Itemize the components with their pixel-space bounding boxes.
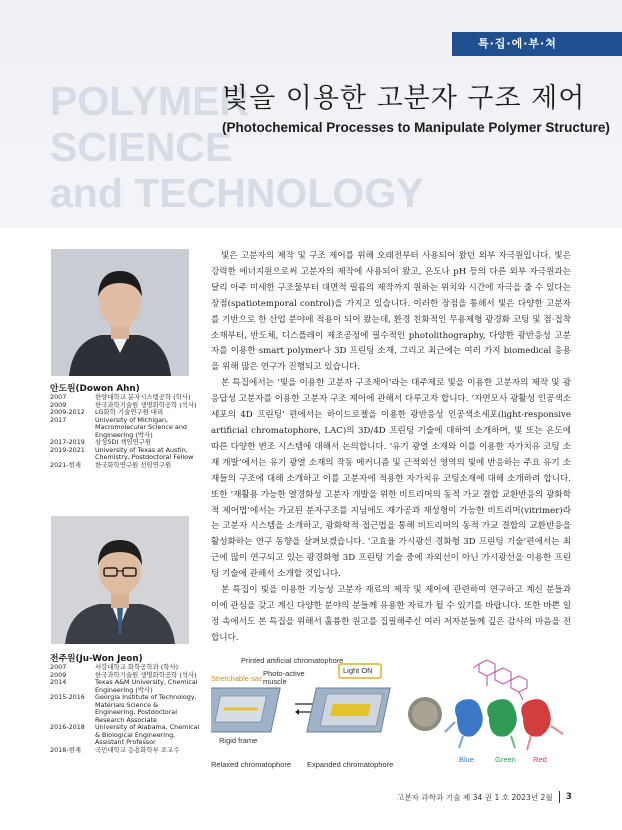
section-tag: 특·집·에·부·쳐 [452, 32, 622, 56]
cv-year: 2017 [50, 415, 67, 424]
body-paragraph: 빛은 고분자의 제작 및 구조 제어를 위해 오래전부터 사용되어 왔던 외부 자극원입니다. 빛은 강력한 에너지원으로써 고분자의 제작에 사용되어 왔고, 온도나 pH 등의 다른 외부 자극원과는 달리 아주 미세한 구조물부터 대면적 필름의 제작까지 원하는 위치와 시간에 자극을 줄 수 있다는 장점(spatiotemporal control)을 가지고 있습니다. 이러한 장점을 통해서 빛은 다양한 고분자를 기반으로 한 산업 분야에 적용이 되어 왔는데, 환경 친화적인 무용제형 광경화 코팅 및 점·접착 소재부터, 반도체, 디스플레이 제조공정에 필수적인 photolithography, 다양한 광반응성 고분자를 이용한 smart polymer나 3D 프린팅 소재, 그리고 최근에는 여러 가지 biomedical 응용을 위해 많은 연구가 진행되고 있습니다. [211, 251, 571, 373]
author-photo-jeon [51, 516, 189, 644]
cv-description: University of Texas at Austin, Chemistry, Postdoctoral Fellow [95, 445, 194, 461]
cv-description: University of Michigan, Macromolecular Science and Engineering (박사) [95, 415, 187, 439]
cv-entry [50, 462, 200, 470]
body-paragraph: 본 특집이 빛을 이용한 기능성 고분자 재료의 제작 및 제어에 관련하여 연구하고 계신 분들과 이에 관심을 갖고 계신 다양한 분야의 분들께 유용한 자료가 될 수 있기를 바랍니다. 또한 바쁜 일정 속에서도 본 특집을 위해서 훌륭한 원고를 집필해주신 여러 저자분들께 깊은 감사의 마음을 전합니다. [211, 585, 571, 643]
figure-label-green: Green [495, 755, 516, 764]
cv-year: 2015-2016 [50, 693, 85, 701]
cv-description: 한양대학교 분자시스템공학 (학사) [95, 393, 191, 401]
article-body [211, 249, 571, 647]
figure-caption-expanded: Expanded chromatophore [307, 760, 394, 769]
cv-entry [50, 747, 200, 755]
figure-label-photo-active: Photo-active muscle [263, 669, 305, 686]
cv-description: Texas A&M University, Chemical Engineering (박사) [95, 678, 198, 694]
background-word-technology: and TECHNOLOGY [50, 170, 424, 216]
author-photo-ahn [51, 249, 189, 376]
cv-description: 국민대학교 응용화학부 조교수 [95, 745, 180, 754]
cv-description: Georgia Institute of Technology, Materials Science & Engineering, Postdoctoral Research Associate [95, 693, 197, 724]
cv-entry [50, 694, 200, 724]
cv-description: 삼성SDI 책임연구원 [95, 438, 152, 446]
chromatophore-figure [211, 656, 571, 776]
cv-description: 한국과학기술원 생명화학공학 (석사) [95, 400, 197, 409]
cv-description: 한국화학연구원 선임연구원 [95, 460, 172, 469]
page-number: 3 [565, 792, 572, 802]
author-cv-ahn [50, 394, 200, 469]
figure-label-printed: Printed artificial chromatophore [241, 656, 344, 665]
background-word-polymer: POLYMER [50, 78, 249, 124]
cv-entry [50, 679, 200, 694]
author-name-ahn: 안도원(Dowon Ahn) [50, 384, 140, 394]
page-footer [397, 791, 572, 803]
cv-entry [50, 417, 200, 440]
cv-description: 한국과학기술원 생명화학공학 (석사) [95, 670, 197, 679]
cv-year: 2009-2012 [50, 408, 85, 416]
cv-year: 2021-현재 [50, 460, 81, 469]
cv-year: 2019-2021 [50, 445, 85, 454]
cv-year: 2009 [50, 400, 67, 409]
cv-year: 2016-2018 [50, 723, 85, 731]
cv-year: 2018-현재 [50, 745, 81, 754]
article-title-korean: 빛을 이용한 고분자 구조 제어 [222, 83, 586, 114]
cv-year: 2017-2019 [50, 438, 85, 446]
cv-description: LG화학 기술연구원 대리 [95, 408, 164, 416]
background-word-science: SCIENCE [50, 124, 233, 170]
cv-description: University of Alabama, Chemical & Biological Engineering, Assistant Professor [95, 723, 200, 746]
article-title-english: (Photochemical Processes to Manipulate Polymer Structure) [222, 120, 610, 135]
figure-label-stretchable: Stretchable sac [211, 674, 263, 683]
figure-label-blue: Blue [459, 755, 475, 764]
figure-label-red: Red [533, 755, 547, 764]
cv-year: 2007 [50, 663, 67, 671]
footer-separator [559, 791, 560, 803]
cv-year: 2009 [50, 670, 67, 679]
body-paragraph: 본 특집에서는 ‘빛을 이용한 고분자 구조제어’라는 대주제로 빛을 이용한 고분자의 제작 및 광응답성 고분자를 이용한 고분자 구조 제어에 관해서 다루고자 합니다. ‘자연모사 광활성 인공색소세포의 4D 프린팅’ 편에서는 하이드로젤을 이용한 광반응성 인공색소세포(light-responsive artificial chromatophore, LAC)의 3D/4D 프린팅 기술에 대하여 소개하며, 빛 또는 온도에 따른 다양한 변조 시스템에 대해서 논의합니다. ‘유기 광열 소재와 이를 이용한 자가치유 코팅 소재 개발’에서는 유기 광열 소재의 작동 메커니즘 및 근적외선 영역의 빛에 반응하는 주요 유기 소재들의 구조에 대해 소개하고 이를 고분자에 적용한 자가치유 코팅소재에 대해 소개하려 합니다. 또한 ‘재활용 가능한 열경화성 고분자 개발을 위한 비트리머의 동적 가교 결합 교환반응의 광화학적 제어법’에서는 가교된 분자구조를 지님에도 재가공과 재성형이 가능한 비트리머(vitrimer)라는 고분자 시스템을 소개하고, 광화학적 접근법을 통해 비트리머의 동적 가교 결합의 교환반응을 활성화하는 연구 동향을 살펴보겠습니다. ‘고효율 가시광선 경화형 3D 프린팅 기술’편에서는 최근에 많이 연구되고 있는 광경화형 3D 프린팅 기술 중에 자외선이 아닌 가시광선을 이용한 프린팅 기술에 관해서 소개할 것입니다. [211, 378, 571, 580]
cv-description: 서강대학교 화학공학과 (학사) [95, 663, 179, 671]
cv-entry [50, 447, 200, 462]
figure-label-rigid-frame: Rigid frame [219, 736, 258, 745]
figure-label-light-on: Light ON [343, 666, 373, 675]
journal-info: 고분자 과학과 기술 제 34 권 1 호 2023년 2월 [396, 792, 553, 802]
author-cv-jeon [50, 664, 200, 754]
cv-year: 2014 [50, 678, 67, 686]
cv-entry [50, 724, 200, 747]
figure-caption-relaxed: Relaxed chromatophore [211, 760, 292, 769]
cv-year: 2007 [50, 393, 67, 401]
author-name-jeon: 전주원(Ju-Won Jeon) [50, 654, 143, 664]
